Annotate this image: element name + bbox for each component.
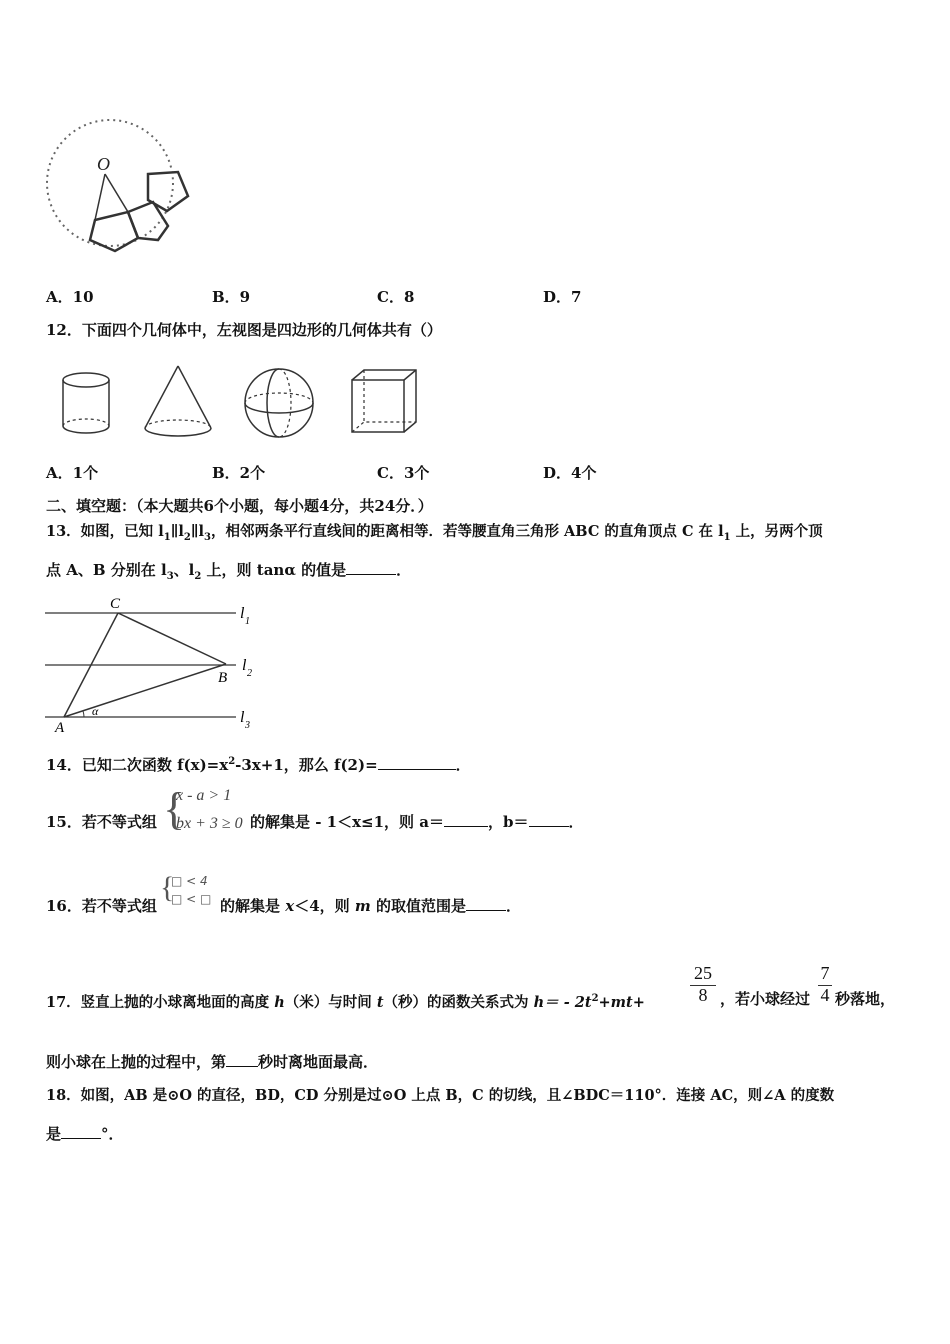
label-alpha: α — [92, 704, 99, 718]
q16-system-line1: □ < 4 — [171, 874, 208, 888]
q13-figure — [40, 592, 270, 737]
q11-option-d: D．7 — [543, 288, 582, 306]
q18-text: °． — [101, 1125, 124, 1143]
q17-tail: 秒落地， — [835, 990, 896, 1008]
segment-o-left — [95, 174, 105, 220]
label-c: C — [110, 596, 121, 612]
q11-option-a: A．10 — [46, 288, 94, 306]
q13-sub: 2 — [183, 531, 191, 543]
q13-text: 上，另两个顶 — [730, 523, 823, 540]
q16-brace: { — [160, 871, 175, 904]
q17-text: 秒时离地面最高． — [258, 1053, 379, 1071]
q12-option-d: D．4个 — [543, 464, 597, 482]
q11-option-c: C．8 — [377, 288, 415, 306]
label-l1-sub: 1 — [245, 616, 250, 627]
q13-sub: 3 — [204, 531, 212, 543]
label-l2-sub: 2 — [247, 668, 252, 679]
q18-line1: 18．如图，AB 是⊙O 的直径，BD，CD 分别是过⊙O 上点 B，C 的切线，且∠BDC＝110°．连接 AC，则∠A 的度数 — [46, 1087, 835, 1104]
q16-text: ＜4，则 — [294, 897, 355, 915]
q15-system-line1: x - a > 1 — [176, 787, 232, 804]
q17-var-t: t — [376, 993, 384, 1011]
q15-system-line2: bx + 3 ≥ 0 — [176, 815, 243, 832]
q16-var-x: x — [285, 897, 295, 915]
q17-formula: h＝ - 2t — [533, 993, 592, 1011]
segment-cb — [118, 613, 226, 664]
q13-text: ，相邻两条平行直线间的距离相等．若等腰直角三角形 ABC 的直角顶点 C 在 l — [211, 523, 724, 540]
q13-line1 — [46, 522, 823, 548]
q17-var-h: h — [274, 993, 285, 1011]
q18-text: 是 — [46, 1125, 62, 1143]
cube-icon — [348, 366, 420, 436]
q13-text: 上，则 tanα 的值是 — [201, 561, 347, 579]
q13-answer-blank[interactable] — [346, 560, 396, 575]
q17-answer-blank[interactable] — [226, 1052, 258, 1067]
q17-text: （米）与时间 — [284, 993, 377, 1011]
q17-fraction-7-4 — [818, 963, 832, 1006]
q13-text: ． — [396, 561, 412, 579]
q12-stem: 12．下面四个几何体中，左视图是四边形的几何体共有（） — [46, 321, 442, 339]
cylinder-icon — [58, 370, 114, 438]
label-l1: l — [240, 605, 245, 622]
q16-text: ． — [505, 897, 521, 915]
q16-prefix: 16．若不等式组 — [46, 897, 157, 915]
segment-o-right — [105, 174, 128, 212]
q17-mid: ，若小球经过 — [720, 990, 811, 1008]
q15-text: 的解集是 - 1＜x≤1，则 a＝ — [250, 813, 444, 831]
frac-denominator: 4 — [820, 985, 830, 1005]
section2-heading: 二、填空题：（本大题共6个小题，每小题4分，共24分．） — [46, 497, 433, 515]
label-l3: l — [240, 709, 245, 726]
angle-alpha-arc — [83, 711, 84, 717]
q17-sup: 2 — [591, 993, 599, 1004]
sphere-icon — [240, 364, 318, 442]
q15-text: ，b＝ — [488, 813, 529, 831]
q17-line1 — [46, 989, 645, 1013]
q13-text: ∥l — [190, 523, 205, 540]
q14-answer-blank[interactable] — [378, 755, 456, 770]
q16-text: 的取值范围是 — [370, 897, 466, 915]
q16-system-line2: □ < □ — [171, 892, 212, 906]
segment-ab — [64, 664, 226, 717]
q12-option-c: C．3个 — [377, 464, 430, 482]
q15-answer-a-blank[interactable] — [444, 812, 488, 827]
cone-icon — [140, 362, 216, 442]
q13-text: 、l — [173, 561, 195, 579]
q18-line2 — [46, 1124, 124, 1144]
q13-sub: 2 — [194, 571, 202, 582]
q16-text: 的解集是 — [220, 897, 286, 915]
q14-sup: 2 — [228, 756, 236, 767]
q16-rest — [220, 896, 521, 916]
q17-text: 则小球在上抛的过程中，第 — [46, 1053, 227, 1071]
label-o: O — [97, 154, 110, 174]
q12-option-a: A．1个 — [46, 464, 99, 482]
q13-text: 点 A、B 分别在 l — [46, 561, 167, 579]
q14-text: -3x+1，那么 f(2)= — [235, 756, 378, 774]
frac-numerator: 25 — [694, 963, 712, 983]
q14-line — [46, 752, 471, 775]
q13-sub: 3 — [166, 571, 174, 582]
frac-denominator: 8 — [698, 985, 708, 1005]
frac-numerator: 7 — [820, 963, 830, 983]
q14-text: ． — [455, 756, 471, 774]
q13-sub: 1 — [163, 531, 171, 543]
q15-brace: { — [163, 783, 186, 834]
q16-answer-blank[interactable] — [466, 896, 506, 911]
q13-text: ∥l — [170, 523, 184, 540]
label-a: A — [55, 720, 65, 736]
q14-text: 14．已知二次函数 f(x)=x — [46, 756, 229, 774]
q13-line2 — [46, 560, 411, 587]
q17-fraction-25-8 — [690, 963, 716, 1006]
label-l2: l — [242, 657, 247, 674]
q15-text: ． — [568, 813, 584, 831]
label-b: B — [218, 670, 228, 686]
q11-figure — [40, 108, 200, 273]
q15-prefix: 15．若不等式组 — [46, 813, 157, 831]
q17-text: （秒）的函数关系式为 — [383, 993, 534, 1011]
q15-answer-b-blank[interactable] — [529, 812, 569, 827]
label-l3-sub: 3 — [245, 720, 250, 731]
q13-text: 13．如图，已知 l — [46, 523, 164, 540]
q11-option-b: B．9 — [212, 288, 251, 306]
q17-text: 17．竖直上抛的小球离地面的高度 — [46, 993, 275, 1011]
q18-answer-blank[interactable] — [61, 1124, 101, 1139]
q17-formula: +mt+ — [598, 993, 645, 1011]
q16-var-m: m — [354, 897, 371, 915]
q15-rest — [250, 812, 584, 832]
q12-option-b: B．2个 — [212, 464, 266, 482]
q17-line2 — [46, 1052, 378, 1072]
q13-sub: 1 — [723, 531, 731, 543]
